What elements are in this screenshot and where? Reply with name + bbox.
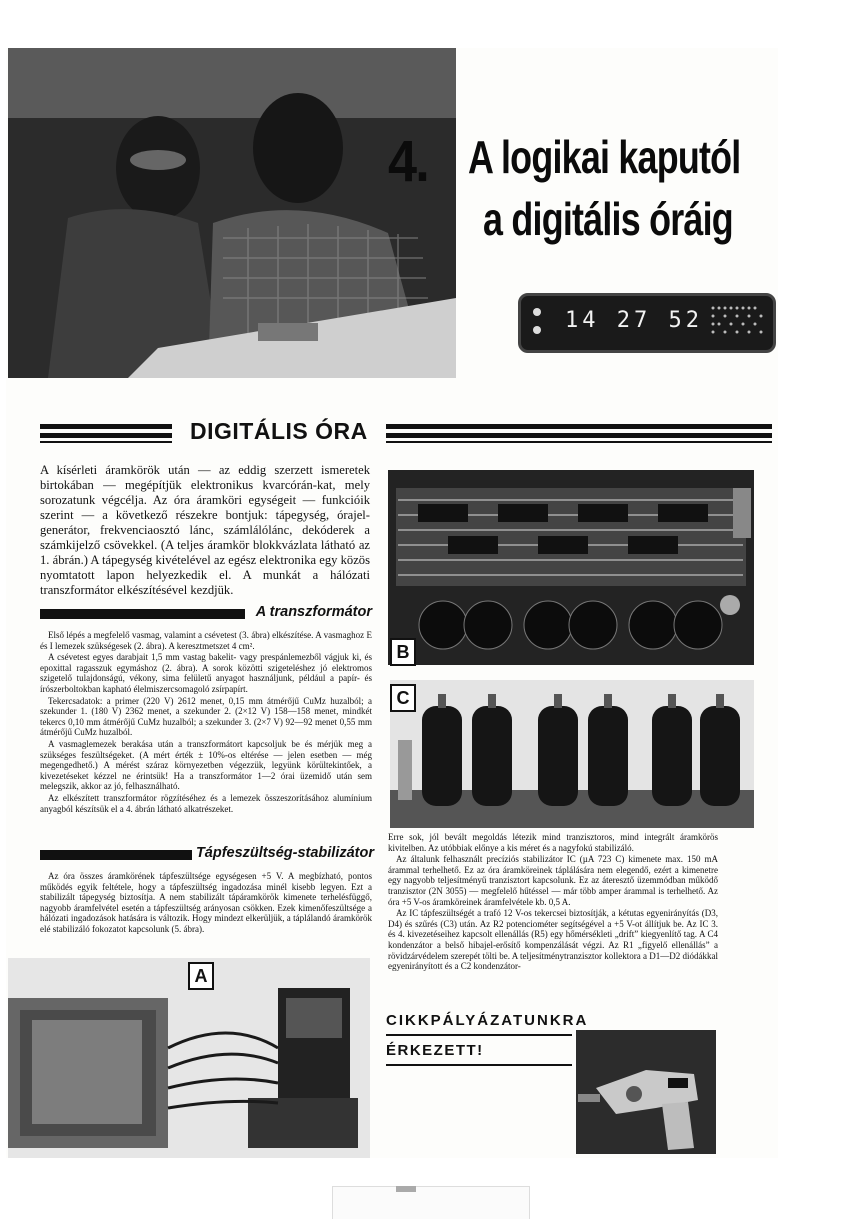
- figure-label-c: C: [390, 684, 416, 712]
- heading-rule-left: [40, 433, 172, 438]
- bottom-mark: [396, 1186, 416, 1192]
- paragraph: Az elkészített transzformátor rögzítéséhez és a lemezek összeszorításához alumínium anyagból készítsük el a 4. ábrán látható alkatrészeket.: [40, 792, 372, 814]
- paragraph: Az óra összes áramkörének tápfeszültsége egységesen +5 V. A megbízható, pontos működés egyik feltétele, hogy a tápfeszültség ingadozása minél kisebb legyen. Ezt a stabilizált tápegység biztosítja. A nem stabilizált tápáramkörök kimenete terhelésfüggő, nagyobb áramfelvétel esetén a tápfeszültség arányosan csökken. Ezek kimenőfeszültsége a hálózati ingadozások hatására is változik. Hogy mindezt elkerüljük, a táplálandó áramkörök elé stabilizáló fokozatot kapcsolunk (5. ábra).: [40, 871, 372, 934]
- paragraph: Erre sok, jól bevált megoldás létezik mind tranzisztoros, mind integrált áramkörös kivitelben. Az utóbbiak előnye a kis méret és a nagyfokú stabilizáló.: [388, 832, 718, 853]
- heading-rule-left: [40, 441, 172, 443]
- photo-drill: [576, 1030, 716, 1154]
- section-title: DIGITÁLIS ÓRA: [190, 418, 368, 444]
- paragraph: Az IC tápfeszültségét a trafó 12 V-os tekercsei biztosítják, a kétutas egyenirányítás (D3, D4) és szűrés (C3) után. Az R2 potenciométer segítségével a +5 V-ot állítjuk be. Az IC 3. és 4. kivezetéseihez kapcsolt ellenállás (R5) egy hőmérsékleti „drift” kiegyenlítő tag. A C4 kondenzátor a belső hibajel-erősítő kompenzálását végzi. Az R1 „figyelő ellenállás” a rövidzárvédelem szerepét tölti be. A teljesítménytranzisztor kollektora a D1—D2 diódákkal egyenirányított és a C2 kondenzátor-: [388, 908, 718, 972]
- figure-label-b: B: [390, 638, 416, 666]
- article-number: 4.: [388, 129, 428, 194]
- subsection-heading-stabilizer: [40, 847, 374, 863]
- paragraph: Tekercsadatok: a primer (220 V) 2612 menet, 0,15 mm átmérőjű CuMz huzalból; a szekunder 1. (180 V) 2362 menet, a szekunder 2. (2×12 V) 158—158 menet, mindkét tekercs 0,10 mm átmérőjű CuMz huzalból; a szekunder 3. (2×7 V) 92—92 menet 0,55 mm átmérőjű CuMz huzalból.: [40, 695, 372, 738]
- hero-photo-graphic: [8, 48, 456, 378]
- photo-drill-graphic: [576, 1030, 716, 1154]
- announcement-rule: [386, 1034, 572, 1036]
- clock-knob-icon: [533, 326, 541, 334]
- subsection-heading-transformer: [40, 606, 372, 622]
- subsection-title: Tápfeszültség-stabilizátor: [195, 845, 374, 861]
- clock-dot-matrix: [707, 302, 767, 342]
- subsection-bar: [40, 850, 192, 860]
- digital-clock: [518, 293, 776, 353]
- heading-rule-right: [386, 433, 772, 438]
- transformer-text: [40, 630, 372, 815]
- paragraph: A vasmaglemezek berakása után a transzformátort kapcsoljuk be és mérjük meg a szükséges feszültségeket. (A mért érték ± 10%-os eltérése — jelen esetben — még megengedhető.) A mérést száraz környezetben végezzük, legyünk körültekintőek, a kivezetéseket kézzel ne érintsük! Ha a transzformátor 1—2 órai üzemidő után sem melegszik, akkor az jó, felhasználható.: [40, 738, 372, 792]
- section-heading: [36, 418, 772, 450]
- stabilizer-text-continued: [388, 832, 718, 973]
- announcement-line-2: ÉRKEZETT!: [386, 1042, 484, 1059]
- heading-rule-right: [386, 424, 772, 429]
- paragraph: Első lépés a megfelelő vasmag, valamint a csévetest (3. ábra) elkészítése. A vasmaghoz E és I lemezek szükségesek (2. ábra). A keresztmetszet 4 cm².: [40, 630, 372, 651]
- heading-rule-right: [386, 441, 772, 443]
- announcement-line-1: CIKKPÁLYÁZATUNKRA: [386, 1012, 589, 1029]
- photo-c-nixie-tubes: [390, 680, 754, 828]
- photo-b-graphic: [388, 470, 754, 665]
- hero-photo: [8, 48, 456, 378]
- heading-rule-left: [40, 424, 172, 429]
- subsection-bar: [40, 609, 245, 619]
- figure-label-a: A: [188, 962, 214, 990]
- title-line-1: A logikai kaputól: [468, 131, 741, 183]
- announcement-rule: [386, 1064, 572, 1066]
- title-line-2: a digitális óráig: [483, 193, 733, 245]
- paragraph: Az általunk felhasznált precíziós stabilizátor IC (µA 723 C) kimenete max. 150 mA árammal terhelhető. Ez az óra áramköreinek táplálására nem elegendő, ezért a kimenetre egy nagyobb teljesítményű tranzisztort kapcsolunk. Ez az áteresztő üzemmódban működő tranzisztor (2N 3055) — megfelelő hűtéssel — már több amper árammal is terhelhető. Az óra +5 V-os áramköreinek áramfelvétele kb. 0,5 A.: [388, 854, 718, 907]
- paragraph: A csévetest egyes darabjait 1,5 mm vastag bakelit- vagy prespánlemezből vágjuk ki, és epoxittal ragasszuk egymáshoz (2. ábra). A sorok közötti szigeteléshez jó elektromos szigetelő tulajdonságú, vékony, sima felületű anyagot használjunk, például a papír- és írószerboltokban kapható élelmiszercsomagoló zsírpapírt.: [40, 652, 372, 694]
- photo-b-circuit-board: [388, 470, 754, 665]
- stabilizer-text: [40, 871, 372, 936]
- clock-digits: 14 27 52: [565, 308, 703, 333]
- intro-paragraph: A kísérleti áramkörök után — az eddig szerzett ismeretek birtokában — megépítjük elektronikus kvarcórán-kat, mely sorozatunk végcélja. Az óra áramköri egységeit — funkcióik szerint — a következő részekre bontjuk: tápegység, órajel-generátor, frekvenciaosztó lánc, számlálólánc, dekóderek a számkijelző csövekkel. (A teljes áramkör blokkvázlata látható az 1. ábrán.) A tápegység kivételével az egész elektronika egy közös nyomtatott lapon helyezkedik el. A munkát a hálózati transzformátor elkészítésével kezdjük.: [40, 463, 370, 597]
- bottom-tab: [332, 1186, 530, 1219]
- subsection-title: A transzformátor: [255, 604, 372, 620]
- photo-c-graphic: [390, 680, 754, 828]
- clock-knob-icon: [533, 308, 541, 316]
